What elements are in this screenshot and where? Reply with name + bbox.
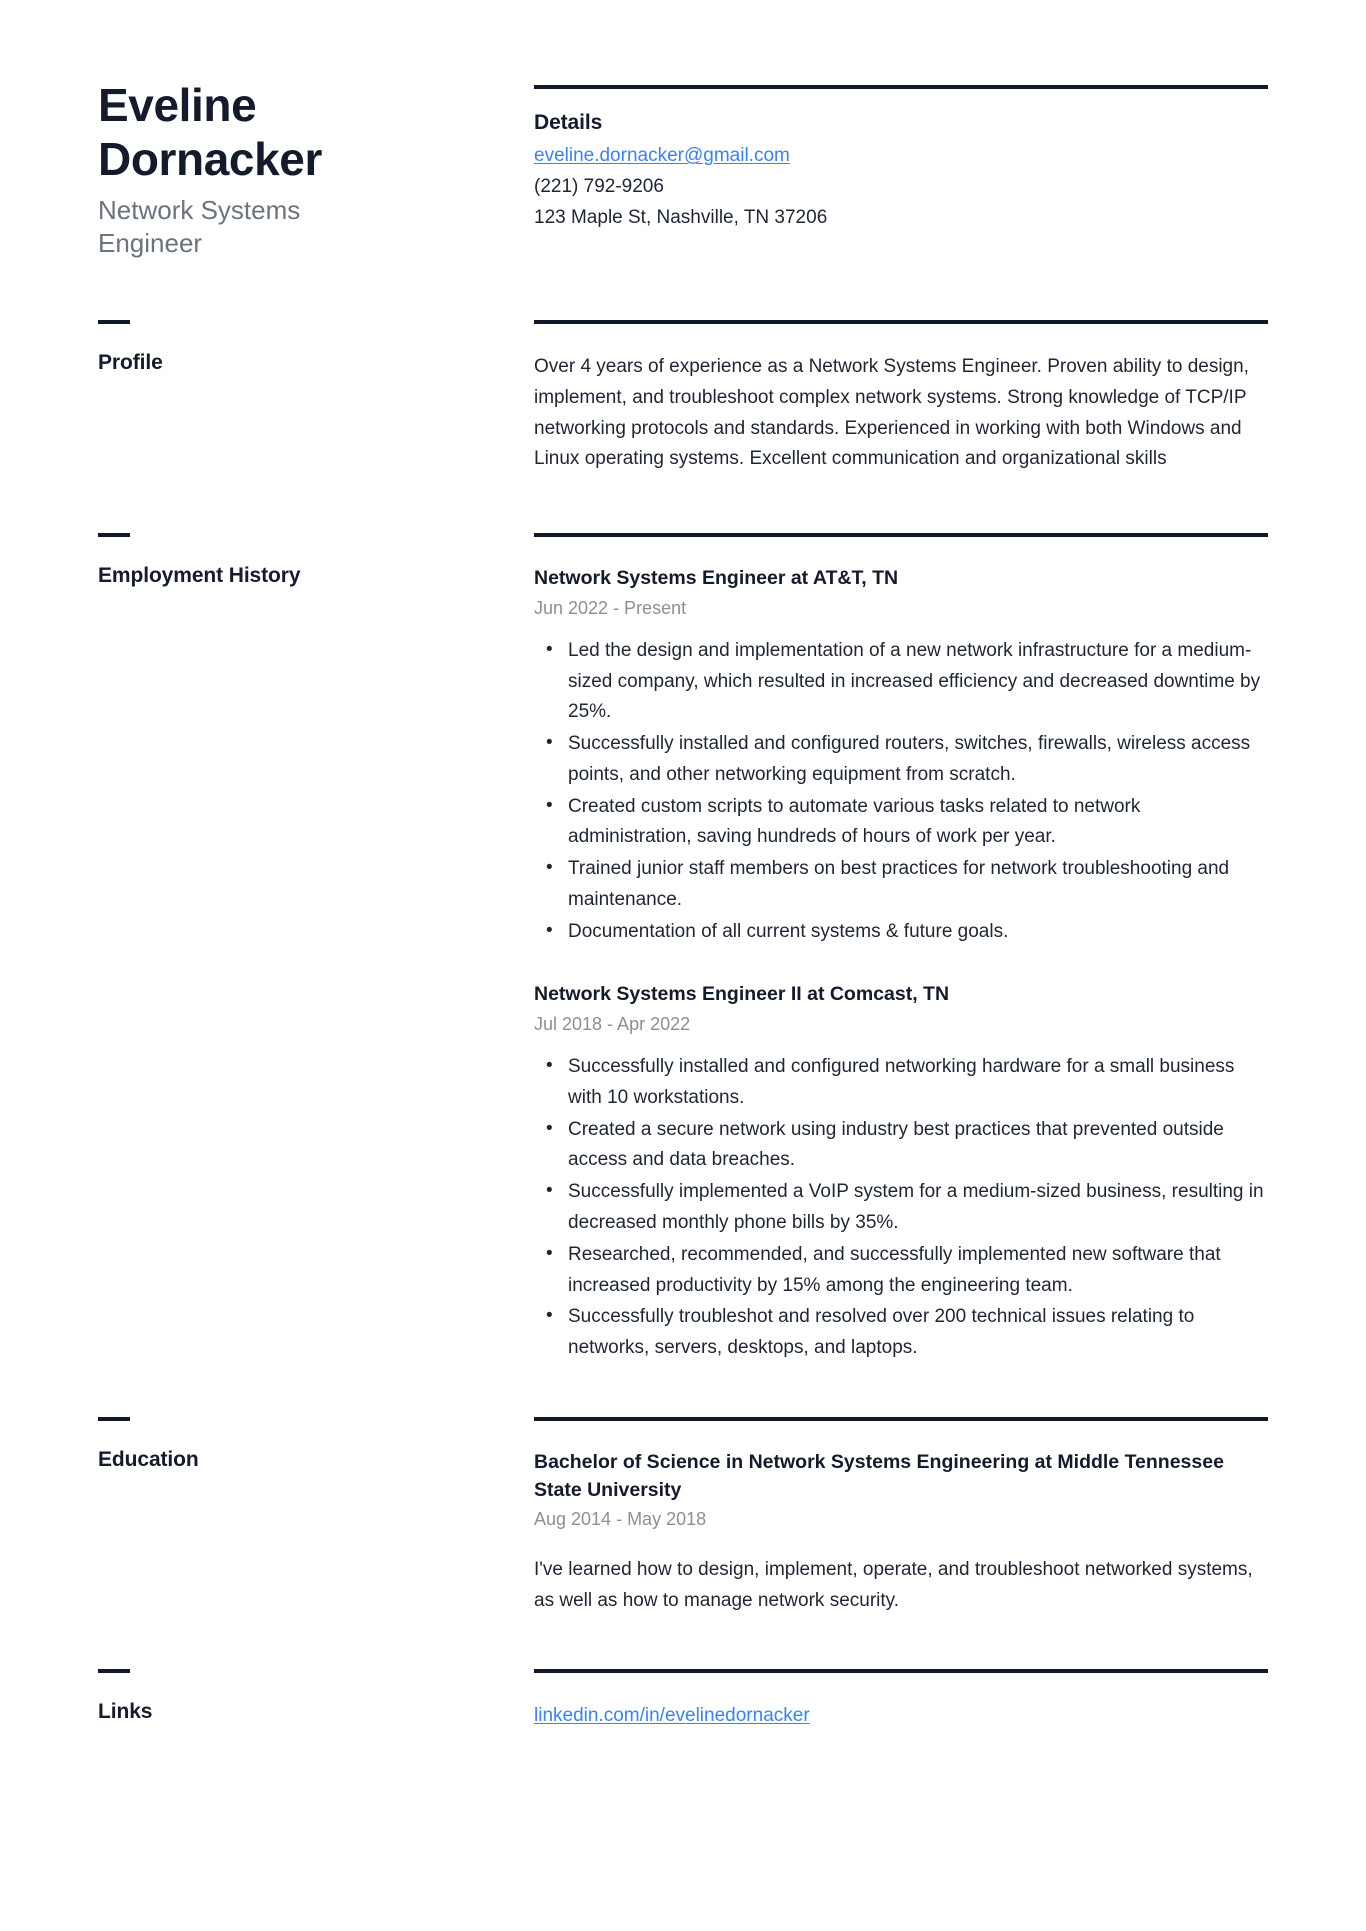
education-body [534,1421,1268,1617]
section-dash-icon [98,320,130,324]
contact-details [534,89,1268,233]
employment-bullet-list [534,1052,1268,1364]
employment-entry-date: Jul 2018 - Apr 2022 [534,1014,691,1035]
job-title: Network Systems Engineer [98,194,301,258]
section-dash-icon [98,533,130,537]
links-body [534,1673,1268,1732]
linkedin-link[interactable]: linkedin.com/in/evelinedornacker [534,1704,810,1726]
details-heading: Details [534,111,603,134]
email-link[interactable]: eveline.dornacker@gmail.com [534,145,790,166]
list-item: • Trained junior staff members on best practices for network troubleshooting and maintenance. [566,854,1268,916]
employment-bullet-list [534,636,1268,948]
profile-aside [98,320,534,375]
list-item: • Successfully troubleshot and resolved over 200 technical issues relating to networks, servers, desktops, and laptops. [566,1302,1268,1364]
profile-body [534,324,1268,475]
employment-body [534,537,1268,1364]
list-item: • Successfully implemented a VoIP system for a medium-sized business, resulting in decreased monthly phone bills by 35%. [566,1177,1268,1239]
education-entry-title: Bachelor of Science in Network Systems Engineering at Middle Tennessee State University [534,1450,1224,1501]
profile-main [534,320,1268,475]
employment-entry-title: Network Systems Engineer at AT&T, TN [534,567,899,590]
list-item: • Documentation of all current systems & future goals. [566,917,1268,948]
email-line [534,141,1268,172]
section-label-links: Links [98,1699,153,1723]
section-dash-icon [98,1417,130,1421]
address-line: 123 Maple St, Nashville, TN 37206 [534,206,828,228]
section-label-profile: Profile [98,351,163,375]
section-dash-icon [98,1669,130,1673]
list-item: • Researched, recommended, and successfully implemented new software that increased productivity by 15% among the engineering team. [566,1240,1268,1302]
employment-entry [534,565,1268,947]
list-item: • Created a secure network using industry best practices that prevented outside access and data breaches. [566,1115,1268,1177]
list-item: • Successfully installed and configured networking hardware for a small business with 10 workstations. [566,1052,1268,1114]
list-item: • Led the design and implementation of a new network infrastructure for a medium-sized company, which resulted in increased efficiency and decreased downtime by 25%. [566,636,1268,728]
employment-entry-title: Network Systems Engineer II at Comcast, TN [534,983,950,1006]
section-education [0,1417,1366,1617]
phone-line: (221) 792-9206 [534,175,664,197]
page-title: Eveline Dornacker [98,79,322,186]
employment-entry [534,981,1268,1363]
section-label-education: Education [98,1447,199,1471]
details-column [534,78,1268,233]
resume-header [0,0,1366,260]
links-aside [98,1669,534,1724]
links-main [534,1669,1268,1732]
section-profile [0,320,1366,475]
education-entry-description: I've learned how to design, implement, operate, and troubleshoot networked systems, as well as how to manage network security. [534,1559,1253,1611]
education-entry-date: Aug 2014 - May 2018 [534,1509,707,1530]
education-entry [534,1449,1268,1617]
list-item: • Created custom scripts to automate various tasks related to network administration, saving hundreds of hours of work per year. [566,792,1268,854]
employment-main [534,533,1268,1365]
employment-entry-date: Jun 2022 - Present [534,597,687,618]
education-aside [98,1417,534,1472]
section-links [0,1669,1366,1822]
employment-aside [98,533,534,588]
education-main [534,1417,1268,1617]
section-employment [0,533,1366,1365]
section-label-employment: Employment History [98,564,301,588]
header-identity [98,78,534,260]
list-item: • Successfully installed and configured routers, switches, firewalls, wireless access points, and other networking equipment from scratch. [566,729,1268,791]
link-row [534,1701,1268,1732]
profile-text: Over 4 years of experience as a Network Systems Engineer. Proven ability to design, implement, and troubleshoot complex network systems. Strong knowledge of TCP/IP networking protocols and standards. Experienced in working with both Windows and Linux operating systems. Excellent communication and organizational skills [534,356,1249,470]
